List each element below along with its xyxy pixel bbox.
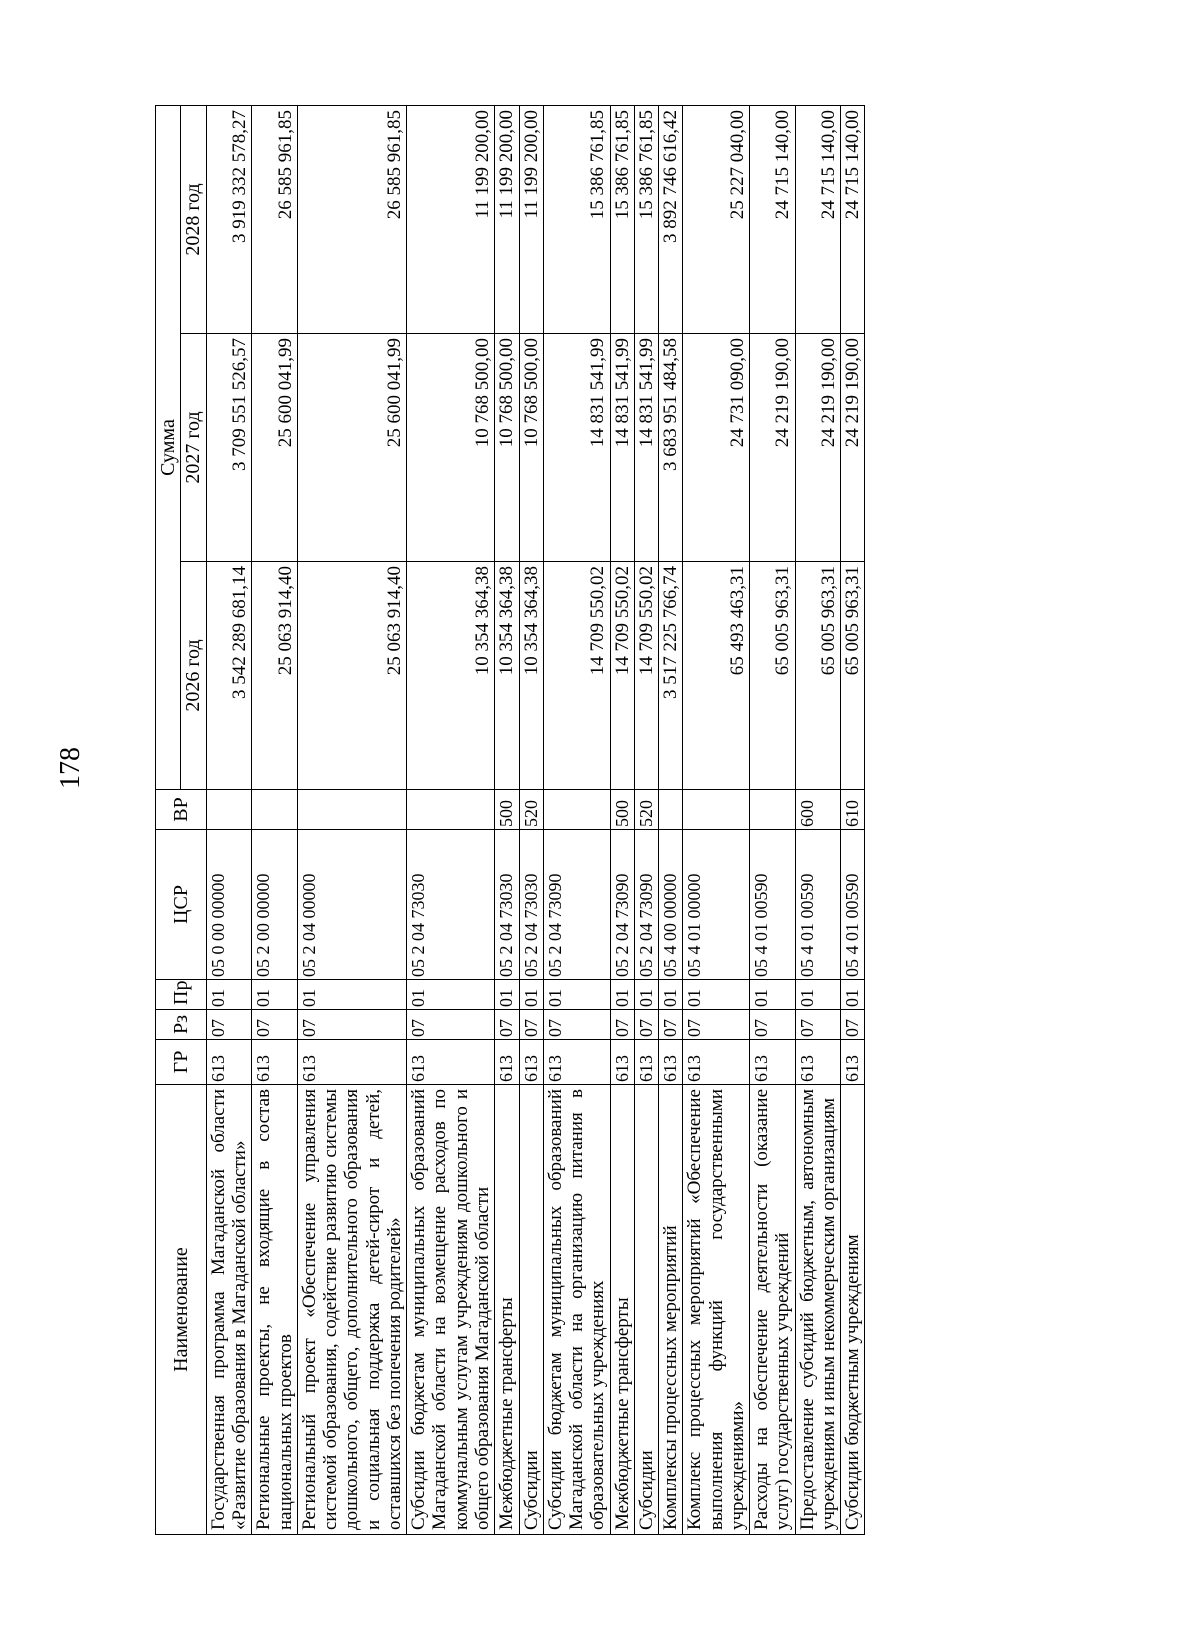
cell-2026: 65 005 963,31 <box>795 562 841 790</box>
cell-csr: 05 2 04 73030 <box>495 830 519 980</box>
table-row <box>634 105 658 1534</box>
cell-2026: 10 354 364,38 <box>495 562 519 790</box>
cell-rz: 07 <box>252 1010 298 1040</box>
cell-2026: 25 063 914,40 <box>297 562 406 790</box>
budget-table-container <box>155 105 995 1535</box>
cell-vr <box>543 790 610 830</box>
cell-2027: 24 731 090,00 <box>683 334 750 562</box>
table-row <box>610 105 634 1534</box>
cell-gr: 613 <box>634 1040 658 1085</box>
cell-pr: 01 <box>750 980 796 1010</box>
table-row <box>297 105 406 1534</box>
cell-2027: 25 600 041,99 <box>297 334 406 562</box>
cell-2026: 14 709 550,02 <box>543 562 610 790</box>
table-row <box>252 105 298 1534</box>
cell-gr: 613 <box>841 1040 865 1085</box>
cell-vr <box>206 790 252 830</box>
cell-2027: 14 831 541,99 <box>610 334 634 562</box>
cell-csr: 05 4 01 00000 <box>683 830 750 980</box>
cell-vr <box>683 790 750 830</box>
table-row <box>495 105 519 1534</box>
cell-gr: 613 <box>543 1040 610 1085</box>
cell-gr: 613 <box>610 1040 634 1085</box>
header-2028: 2028 год <box>181 105 206 333</box>
cell-2027: 25 600 041,99 <box>252 334 298 562</box>
cell-name: Комплекс процессных мероприятий «Обеспечение выполнения функций государственными учреждениями» <box>683 1085 750 1535</box>
cell-vr <box>252 790 298 830</box>
cell-2028: 11 199 200,00 <box>407 105 495 333</box>
table-row <box>750 105 796 1534</box>
cell-2028: 11 199 200,00 <box>495 105 519 333</box>
cell-vr <box>750 790 796 830</box>
header-name: Наименование <box>156 1085 207 1535</box>
cell-gr: 613 <box>750 1040 796 1085</box>
cell-2028: 26 585 961,85 <box>252 105 298 333</box>
cell-pr: 01 <box>252 980 298 1010</box>
cell-2027: 3 683 951 484,58 <box>659 334 683 562</box>
cell-rz: 07 <box>659 1010 683 1040</box>
cell-2028: 11 199 200,00 <box>519 105 543 333</box>
cell-pr: 01 <box>297 980 406 1010</box>
cell-vr: 610 <box>841 790 865 830</box>
header-sum: Сумма <box>156 105 181 789</box>
cell-pr: 01 <box>634 980 658 1010</box>
cell-csr: 05 2 04 73090 <box>543 830 610 980</box>
cell-pr: 01 <box>610 980 634 1010</box>
cell-csr: 05 2 04 73030 <box>407 830 495 980</box>
cell-csr: 05 2 04 00000 <box>297 830 406 980</box>
cell-pr: 01 <box>543 980 610 1010</box>
cell-gr: 613 <box>407 1040 495 1085</box>
cell-name: Региональные проекты, не входящие в состав национальных проектов <box>252 1085 298 1535</box>
cell-vr: 500 <box>610 790 634 830</box>
cell-2028: 15 386 761,85 <box>634 105 658 333</box>
cell-name: Расходы на обеспечение деятельности (оказание услуг) государственных учреждений <box>750 1085 796 1535</box>
cell-rz: 07 <box>683 1010 750 1040</box>
cell-rz: 07 <box>543 1010 610 1040</box>
cell-2027: 3 709 551 526,57 <box>206 334 252 562</box>
cell-2026: 10 354 364,38 <box>519 562 543 790</box>
cell-pr: 01 <box>495 980 519 1010</box>
cell-2028: 15 386 761,85 <box>543 105 610 333</box>
cell-pr: 01 <box>795 980 841 1010</box>
cell-vr <box>297 790 406 830</box>
cell-2028: 25 227 040,00 <box>683 105 750 333</box>
header-rz: Рз <box>156 1010 207 1040</box>
cell-2027: 10 768 500,00 <box>407 334 495 562</box>
cell-2027: 24 219 190,00 <box>795 334 841 562</box>
cell-pr: 01 <box>407 980 495 1010</box>
cell-rz: 07 <box>495 1010 519 1040</box>
cell-2027: 10 768 500,00 <box>495 334 519 562</box>
cell-rz: 07 <box>634 1010 658 1040</box>
cell-csr: 05 4 01 00590 <box>750 830 796 980</box>
cell-rz: 07 <box>795 1010 841 1040</box>
cell-rz: 07 <box>750 1010 796 1040</box>
cell-2026: 65 005 963,31 <box>750 562 796 790</box>
cell-vr: 600 <box>795 790 841 830</box>
cell-name: Государственная программа Магаданской области «Развитие образования в Магаданской области» <box>206 1085 252 1535</box>
table-row <box>841 105 865 1534</box>
cell-2027: 14 831 541,99 <box>634 334 658 562</box>
cell-2026: 25 063 914,40 <box>252 562 298 790</box>
table-row <box>543 105 610 1534</box>
cell-name: Межбюджетные трансферты <box>610 1085 634 1535</box>
cell-csr: 05 2 00 00000 <box>252 830 298 980</box>
cell-vr <box>407 790 495 830</box>
cell-2027: 10 768 500,00 <box>519 334 543 562</box>
header-csr: ЦСР <box>156 830 207 980</box>
cell-pr: 01 <box>841 980 865 1010</box>
cell-csr: 05 4 00 00000 <box>659 830 683 980</box>
table-body <box>206 105 865 1534</box>
cell-2027: 14 831 541,99 <box>543 334 610 562</box>
cell-csr: 05 4 01 00590 <box>795 830 841 980</box>
cell-2028: 24 715 140,00 <box>795 105 841 333</box>
table-row <box>407 105 495 1534</box>
cell-2026: 65 005 963,31 <box>841 562 865 790</box>
cell-csr: 05 2 04 73090 <box>634 830 658 980</box>
cell-name: Предоставление субсидий бюджетным, автономным учреждениям и иным некоммерческим организациям <box>795 1085 841 1535</box>
cell-rz: 07 <box>841 1010 865 1040</box>
cell-csr: 05 2 04 73090 <box>610 830 634 980</box>
table-row <box>519 105 543 1534</box>
cell-rz: 07 <box>610 1010 634 1040</box>
header-2026: 2026 год <box>181 562 206 790</box>
cell-2026: 14 709 550,02 <box>634 562 658 790</box>
cell-csr: 05 2 04 73030 <box>519 830 543 980</box>
header-pr: Пр <box>156 980 207 1010</box>
cell-name: Субсидии <box>634 1085 658 1535</box>
cell-csr: 05 4 01 00590 <box>841 830 865 980</box>
cell-csr: 05 0 00 00000 <box>206 830 252 980</box>
cell-2028: 15 386 761,85 <box>610 105 634 333</box>
cell-rz: 07 <box>407 1010 495 1040</box>
cell-gr: 613 <box>206 1040 252 1085</box>
table-row <box>659 105 683 1534</box>
cell-vr: 520 <box>634 790 658 830</box>
header-row <box>156 105 181 1534</box>
table-row <box>206 105 252 1534</box>
cell-pr: 01 <box>683 980 750 1010</box>
cell-pr: 01 <box>519 980 543 1010</box>
cell-gr: 613 <box>519 1040 543 1085</box>
cell-name: Региональный проект «Обеспечение управления системой образования, содействие развитию системы дошкольного, общего, дополнительного образования и социальная поддержка детей-сирот и детей, оставшихся без попечения родителей» <box>297 1085 406 1535</box>
cell-name: Субсидии бюджетным учреждениям <box>841 1085 865 1535</box>
cell-rz: 07 <box>206 1010 252 1040</box>
cell-vr: 500 <box>495 790 519 830</box>
cell-vr: 520 <box>519 790 543 830</box>
cell-2027: 24 219 190,00 <box>841 334 865 562</box>
cell-2028: 26 585 961,85 <box>297 105 406 333</box>
cell-pr: 01 <box>206 980 252 1010</box>
cell-gr: 613 <box>683 1040 750 1085</box>
cell-2026: 3 542 289 681,14 <box>206 562 252 790</box>
cell-gr: 613 <box>495 1040 519 1085</box>
cell-gr: 613 <box>795 1040 841 1085</box>
cell-2026: 10 354 364,38 <box>407 562 495 790</box>
header-gr: ГР <box>156 1040 207 1085</box>
cell-2028: 3 919 332 578,27 <box>206 105 252 333</box>
cell-2026: 3 517 225 766,74 <box>659 562 683 790</box>
cell-rz: 07 <box>297 1010 406 1040</box>
cell-vr <box>659 790 683 830</box>
cell-rz: 07 <box>519 1010 543 1040</box>
cell-gr: 613 <box>659 1040 683 1085</box>
cell-gr: 613 <box>297 1040 406 1085</box>
header-vr: ВР <box>156 790 207 830</box>
cell-name: Субсидии бюджетам муниципальных образований Магаданской области на возмещение расходов по коммунальным услугам учреждениям дошкольного и общего образования Магаданской области <box>407 1085 495 1535</box>
cell-2028: 3 892 746 616,42 <box>659 105 683 333</box>
cell-gr: 613 <box>252 1040 298 1085</box>
cell-pr: 01 <box>659 980 683 1010</box>
cell-name: Субсидии <box>519 1085 543 1535</box>
cell-name: Субсидии бюджетам муниципальных образований Магаданской области на организацию питания в образовательных учреждениях <box>543 1085 610 1535</box>
table-row <box>683 105 750 1534</box>
cell-name: Межбюджетные трансферты <box>495 1085 519 1535</box>
table-row <box>795 105 841 1534</box>
cell-2026: 65 493 463,31 <box>683 562 750 790</box>
cell-2028: 24 715 140,00 <box>750 105 796 333</box>
cell-name: Комплексы процессных мероприятий <box>659 1085 683 1535</box>
budget-table <box>155 105 865 1535</box>
cell-2028: 24 715 140,00 <box>841 105 865 333</box>
cell-2027: 24 219 190,00 <box>750 334 796 562</box>
cell-2026: 14 709 550,02 <box>610 562 634 790</box>
header-2027: 2027 год <box>181 334 206 562</box>
